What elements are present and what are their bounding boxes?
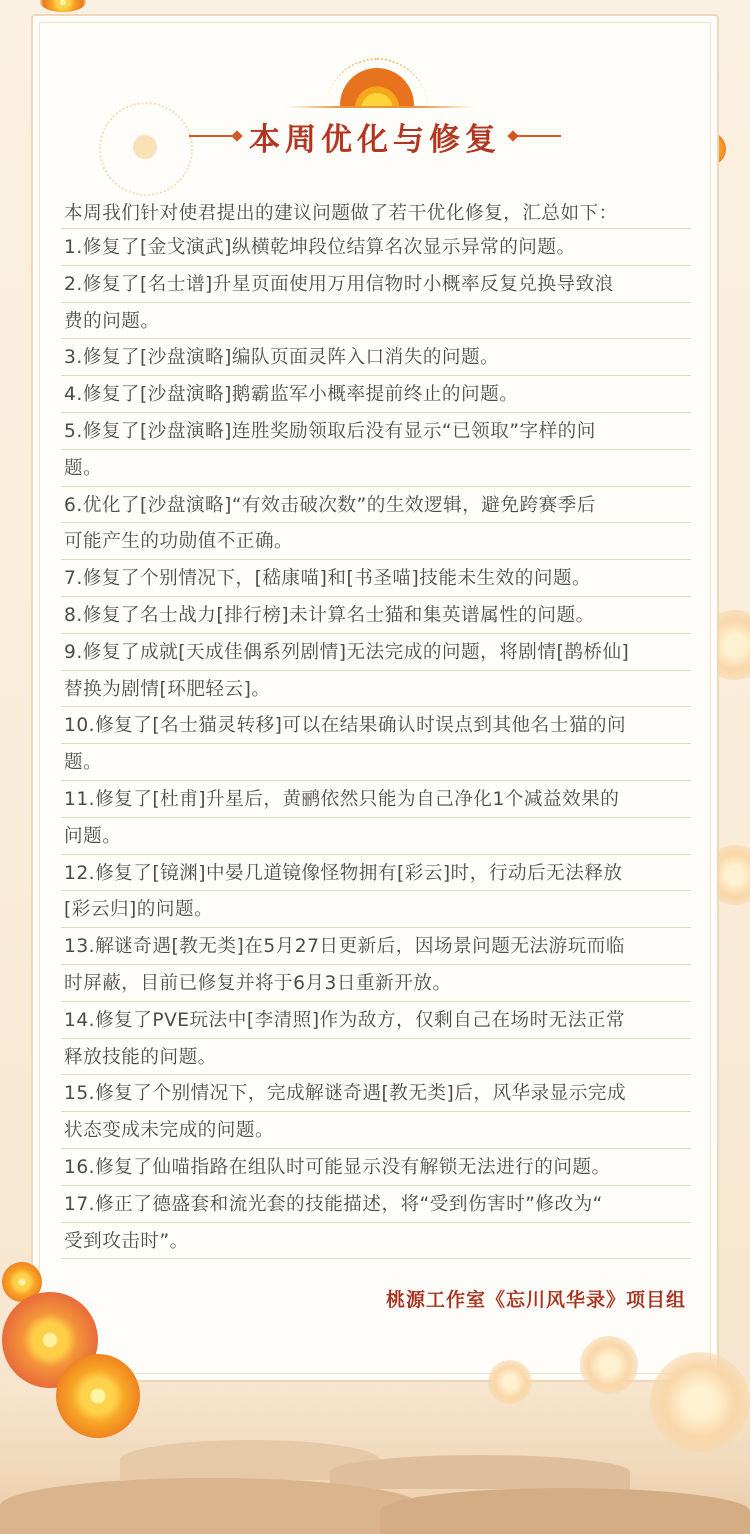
hill-decoration	[0, 1478, 420, 1534]
intro-text: 本周我们针对使君提出的建议问题做了若干优化修复，汇总如下：	[61, 195, 691, 229]
hill-decoration	[330, 1455, 630, 1489]
note-line: 14.修复了PVE玩法中[李清照]作为敌方，仅剩自己在场时无法正常	[61, 1002, 691, 1039]
note-line: 问题。	[61, 818, 691, 855]
note-line: 3.修复了[沙盘演略]编队页面灵阵入口消失的问题。	[61, 339, 691, 376]
note-line: 6.优化了[沙盘演略]“有效击破次数”的生效逻辑，避免跨赛季后	[61, 487, 691, 524]
studio-signature: 桃源工作室《忘川风华录》项目组	[385, 1289, 686, 1311]
title-ornament-right	[515, 135, 561, 137]
flower-decoration	[650, 1352, 750, 1452]
note-line: 题。	[61, 450, 691, 487]
flower-decoration	[580, 1336, 638, 1394]
note-line: 替换为剧情[环肥轻云]。	[61, 671, 691, 708]
note-line: 17.修正了德盛套和流光套的技能描述，将“受到伤害时”修改为“	[61, 1186, 691, 1223]
note-line: 11.修复了[杜甫]升星后，黄鹂依然只能为自己净化1个减益效果的	[61, 781, 691, 818]
flower-decoration	[40, 0, 86, 12]
flower-decoration	[56, 1354, 140, 1438]
note-line: 状态变成未完成的问题。	[61, 1112, 691, 1149]
note-line: 费的问题。	[61, 303, 691, 340]
note-line: 受到攻击时”。	[61, 1223, 691, 1260]
note-line: 10.修复了[名士猫灵转移]可以在结果确认时误点到其他名士猫的问	[61, 707, 691, 744]
note-line: 9.修复了成就[天成佳偶系列剧情]无法完成的问题，将剧情[鹊桥仙]	[61, 634, 691, 671]
note-line: 1.修复了[金戈演武]纵横乾坤段位结算名次显示异常的问题。	[61, 229, 691, 266]
sunrise-icon	[340, 68, 414, 108]
note-line: 可能产生的功勋值不正确。	[61, 523, 691, 560]
note-line: 12.修复了[镜渊]中晏几道镜像怪物拥有[彩云]时，行动后无法释放	[61, 855, 691, 892]
title-ornament-left	[189, 135, 235, 137]
note-line: 2.修复了[名士谱]升星页面使用万用信物时小概率反复兑换导致浪	[61, 266, 691, 303]
note-line: 7.修复了个别情况下，[嵇康喵]和[书圣喵]技能未生效的问题。	[61, 560, 691, 597]
pale-sun-decoration	[133, 135, 157, 159]
page-header	[186, 112, 564, 160]
page-title: 本周优化与修复	[249, 121, 501, 158]
note-line: 5.修复了[沙盘演略]连胜奖励领取后没有显示“已领取”字样的问	[61, 413, 691, 450]
flower-decoration	[488, 1360, 532, 1404]
note-line: 16.修复了仙喵指路在组队时可能显示没有解锁无法进行的问题。	[61, 1149, 691, 1186]
horizon-line	[285, 106, 475, 108]
patch-notes	[61, 195, 691, 1259]
note-line: 释放技能的问题。	[61, 1039, 691, 1076]
hill-decoration	[380, 1488, 750, 1534]
note-line: 4.修复了[沙盘演略]鹅霸监军小概率提前终止的问题。	[61, 376, 691, 413]
note-line: 15.修复了个别情况下，完成解谜奇遇[教无类]后，风华录显示完成	[61, 1075, 691, 1112]
note-line: 13.解谜奇遇[教无类]在5月27日更新后，因场景问题无法游玩而临	[61, 928, 691, 965]
note-line: 8.修复了名士战力[排行榜]未计算名士猫和集英谱属性的问题。	[61, 597, 691, 634]
note-line: 时屏蔽，目前已修复并将于6月3日重新开放。	[61, 965, 691, 1002]
note-line: [彩云归]的问题。	[61, 891, 691, 928]
note-line: 题。	[61, 744, 691, 781]
